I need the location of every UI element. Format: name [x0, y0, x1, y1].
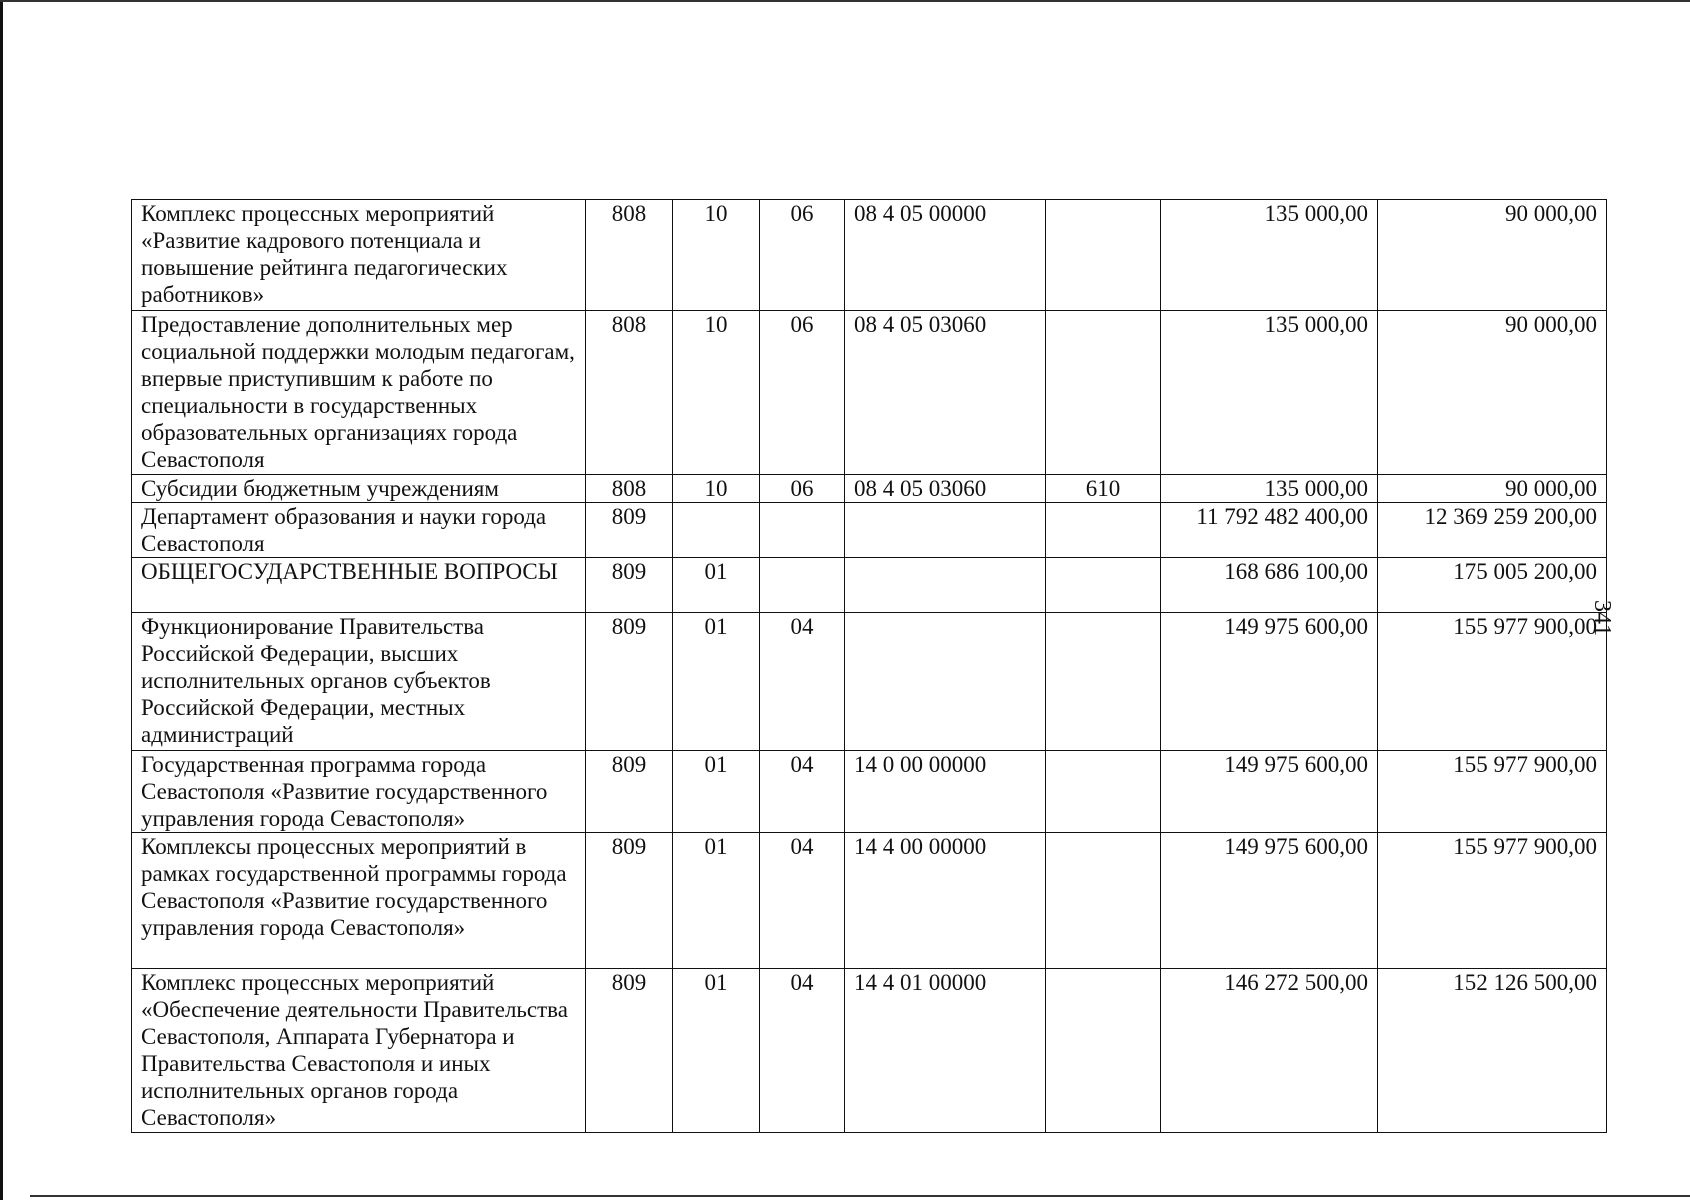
table-row: [132, 969, 1607, 1133]
subsection-code: 06: [760, 475, 845, 503]
amount-year-1: 135 000,00: [1161, 200, 1378, 311]
subsection-code: 04: [760, 613, 845, 751]
expense-type-code: [1046, 833, 1161, 969]
amount-year-1: 149 975 600,00: [1161, 751, 1378, 833]
row-name: Комплекс процессных мероприятий «Развитие кадрового потенциала и повышение рейтинга педагогических работников»: [132, 200, 586, 311]
table-row: [132, 503, 1607, 558]
section-code: [673, 503, 760, 558]
row-name: Комплексы процессных мероприятий в рамках государственной программы города Севастополя «Развитие государственного управления города Севастополя»: [132, 833, 586, 969]
target-article-code: 14 4 01 00000: [845, 969, 1046, 1133]
target-article-code: [845, 558, 1046, 613]
target-article-code: 08 4 05 03060: [845, 311, 1046, 475]
amount-year-2: 175 005 200,00: [1378, 558, 1607, 613]
target-article-code: 08 4 05 00000: [845, 200, 1046, 311]
expense-type-code: [1046, 503, 1161, 558]
expense-type-code: [1046, 613, 1161, 751]
section-code: 01: [673, 751, 760, 833]
amount-year-2: 12 369 259 200,00: [1378, 503, 1607, 558]
expense-type-code: 610: [1046, 475, 1161, 503]
expense-type-code: [1046, 558, 1161, 613]
page-number: 341: [1589, 600, 1615, 636]
section-code: 10: [673, 311, 760, 475]
row-name: Предоставление дополнительных мер социальной поддержки молодым педагогам, впервые приступившим к работе по специальности в государственных образовательных организациях города Севастополя: [132, 311, 586, 475]
table-row: [132, 558, 1607, 613]
table-row: [132, 475, 1607, 503]
section-code: 01: [673, 969, 760, 1133]
grbs-code: 808: [586, 311, 673, 475]
grbs-code: 808: [586, 475, 673, 503]
row-name: Департамент образования и науки города Севастополя: [132, 503, 586, 558]
budget-table: [131, 199, 1607, 1133]
subsection-code: [760, 558, 845, 613]
table-row: [132, 613, 1607, 751]
table-row: [132, 311, 1607, 475]
expense-type-code: [1046, 200, 1161, 311]
section-code: 01: [673, 613, 760, 751]
row-name: Комплекс процессных мероприятий «Обеспечение деятельности Правительства Севастополя, Аппарата Губернатора и Правительства Севастополя и иных исполнительных органов города Севастополя»: [132, 969, 586, 1133]
amount-year-1: 146 272 500,00: [1161, 969, 1378, 1133]
target-article-code: 14 0 00 00000: [845, 751, 1046, 833]
grbs-code: 809: [586, 751, 673, 833]
subsection-code: 06: [760, 311, 845, 475]
page-border-bottom: [30, 1195, 1690, 1197]
amount-year-2: 155 977 900,00: [1378, 751, 1607, 833]
grbs-code: 809: [586, 833, 673, 969]
row-name: Функционирование Правительства Российской Федерации, высших исполнительных органов субъектов Российской Федерации, местных администраций: [132, 613, 586, 751]
amount-year-1: 149 975 600,00: [1161, 833, 1378, 969]
subsection-code: [760, 503, 845, 558]
amount-year-1: 135 000,00: [1161, 311, 1378, 475]
table-row: [132, 751, 1607, 833]
row-name: ОБЩЕГОСУДАРСТВЕННЫЕ ВОПРОСЫ: [132, 558, 586, 613]
section-code: 01: [673, 558, 760, 613]
table-row: [132, 200, 1607, 311]
grbs-code: 809: [586, 503, 673, 558]
section-code: 10: [673, 200, 760, 311]
amount-year-2: 155 977 900,00: [1378, 833, 1607, 969]
amount-year-1: 135 000,00: [1161, 475, 1378, 503]
amount-year-2: 155 977 900,00: [1378, 613, 1607, 751]
amount-year-2: 90 000,00: [1378, 475, 1607, 503]
subsection-code: 06: [760, 200, 845, 311]
expense-type-code: [1046, 751, 1161, 833]
amount-year-1: 149 975 600,00: [1161, 613, 1378, 751]
expense-type-code: [1046, 969, 1161, 1133]
table-row: [132, 833, 1607, 969]
target-article-code: 14 4 00 00000: [845, 833, 1046, 969]
target-article-code: 08 4 05 03060: [845, 475, 1046, 503]
grbs-code: 808: [586, 200, 673, 311]
grbs-code: 809: [586, 613, 673, 751]
grbs-code: 809: [586, 969, 673, 1133]
section-code: 01: [673, 833, 760, 969]
expense-type-code: [1046, 311, 1161, 475]
amount-year-2: 152 126 500,00: [1378, 969, 1607, 1133]
grbs-code: 809: [586, 558, 673, 613]
page-border-left: [0, 0, 3, 1200]
page-border-top: [0, 0, 1690, 2]
row-name: Государственная программа города Севастополя «Развитие государственного управления города Севастополя»: [132, 751, 586, 833]
amount-year-2: 90 000,00: [1378, 200, 1607, 311]
target-article-code: [845, 503, 1046, 558]
amount-year-1: 168 686 100,00: [1161, 558, 1378, 613]
amount-year-2: 90 000,00: [1378, 311, 1607, 475]
amount-year-1: 11 792 482 400,00: [1161, 503, 1378, 558]
row-name: Субсидии бюджетным учреждениям: [132, 475, 586, 503]
subsection-code: 04: [760, 969, 845, 1133]
subsection-code: 04: [760, 751, 845, 833]
section-code: 10: [673, 475, 760, 503]
subsection-code: 04: [760, 833, 845, 969]
target-article-code: [845, 613, 1046, 751]
